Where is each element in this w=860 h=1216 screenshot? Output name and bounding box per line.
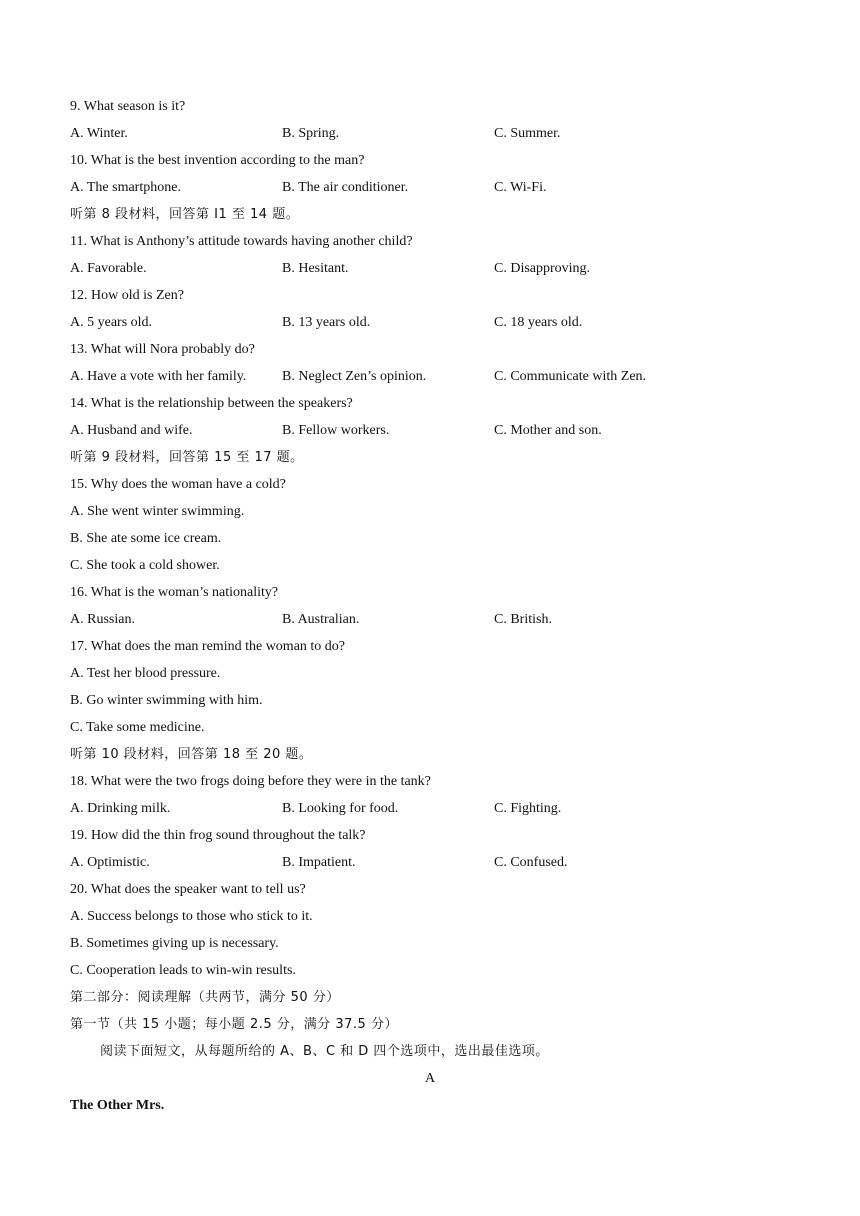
option-c: C. Disapproving. [494,261,591,276]
question-9-options [70,123,790,150]
option-a: A. 5 years old. [70,315,153,330]
option-c: C. British. [494,612,552,627]
option-a: A. Have a vote with her family. [70,369,247,384]
option-a: A. Winter. [70,126,128,141]
option-a: A. Test her blood pressure. [70,666,221,681]
question-10-stem: 10. What is the best invention according to the man? [70,153,365,168]
question-19-options [70,852,790,879]
section-9-heading: 听第 9 段材料，回答第 15 至 17 题。 [70,450,304,465]
option-a: A. The smartphone. [70,180,181,195]
question-17-stem: 17. What does the man remind the woman to do? [70,639,346,654]
question-12-options [70,312,790,339]
option-b: B. The air conditioner. [282,180,409,195]
question-20-stem: 20. What does the speaker want to tell us? [70,882,306,897]
option-b: B. Australian. [282,612,360,627]
section-10-heading: 听第 10 段材料，回答第 18 至 20 题。 [70,747,313,762]
option-a: A. Drinking milk. [70,801,171,816]
reading-instruction: 阅读下面短文，从每题所给的 A、B、C 和 D 四个选项中，选出最佳选项。 [100,1044,549,1059]
option-a: A. She went winter swimming. [70,504,245,519]
option-c: C. Confused. [494,855,568,870]
option-c: C. Cooperation leads to win-win results. [70,963,296,978]
option-c: C. Wi-Fi. [494,180,547,195]
question-19-stem: 19. How did the thin frog sound throughout the talk? [70,828,366,843]
option-b: B. Neglect Zen’s opinion. [282,369,427,384]
question-16-stem: 16. What is the woman’s nationality? [70,585,279,600]
option-b: B. 13 years old. [282,315,371,330]
question-18-stem: 18. What were the two frogs doing before they were in the tank? [70,774,431,789]
option-b: B. Go winter swimming with him. [70,693,263,708]
part-2-heading: 第二部分：阅读理解（共两节，满分 50 分） [70,990,340,1005]
option-c: C. Summer. [494,126,561,141]
question-18-options [70,798,790,825]
option-a: A. Russian. [70,612,135,627]
option-b: B. Fellow workers. [282,423,390,438]
option-b: B. Spring. [282,126,340,141]
question-16-options [70,609,790,636]
option-c: C. 18 years old. [494,315,583,330]
question-11-stem: 11. What is Anthony’s attitude towards having another child? [70,234,413,249]
section-8-heading: 听第 8 段材料，回答第 I1 至 14 题。 [70,207,300,222]
option-b: B. Impatient. [282,855,356,870]
option-c: C. Communicate with Zen. [494,369,647,384]
option-c: C. Fighting. [494,801,562,816]
option-b: B. Sometimes giving up is necessary. [70,936,279,951]
option-b: B. She ate some ice cream. [70,531,222,546]
document-content [70,96,790,1122]
option-b: B. Looking for food. [282,801,399,816]
option-c: C. Take some medicine. [70,720,205,735]
question-10-options [70,177,790,204]
option-b: B. Hesitant. [282,261,349,276]
passage-title: The Other Mrs. [70,1098,165,1113]
question-13-stem: 13. What will Nora probably do? [70,342,255,357]
question-12-stem: 12. How old is Zen? [70,288,184,303]
question-9-stem: 9. What season is it? [70,99,186,114]
option-a: A. Optimistic. [70,855,150,870]
question-14-options [70,420,790,447]
question-15-stem: 15. Why does the woman have a cold? [70,477,286,492]
passage-letter: A [424,1071,436,1086]
question-13-options [70,366,790,393]
section-1-heading: 第一节（共 15 小题；每小题 2.5 分，满分 37.5 分） [70,1017,398,1032]
question-11-options [70,258,790,285]
option-c: C. Mother and son. [494,423,602,438]
option-a: A. Favorable. [70,261,147,276]
question-14-stem: 14. What is the relationship between the speakers? [70,396,353,411]
option-a: A. Success belongs to those who stick to it. [70,909,313,924]
option-a: A. Husband and wife. [70,423,193,438]
option-c: C. She took a cold shower. [70,558,220,573]
